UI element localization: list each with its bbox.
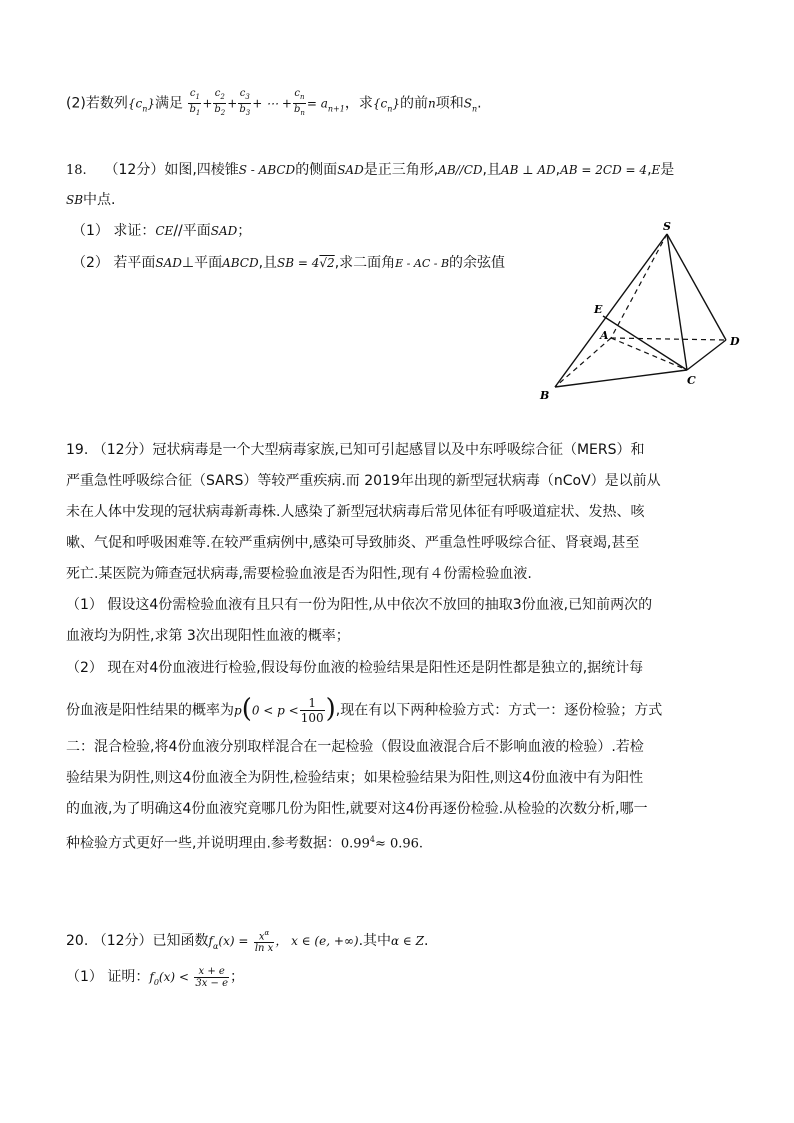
fraction-c1-b1: $\frac{c_1}{b_1}$ [189, 88, 201, 117]
edge-AB [555, 338, 611, 387]
q19-line13: 种检验方式更好一些,并说明理由.参考数据：$0.99^4\approx 0.96$. [66, 835, 424, 852]
edge-CD [687, 340, 726, 370]
edge-AC [611, 338, 687, 370]
q19-line2: 严重急性呼吸综合征（SARS）等较严重疾病.而 2019年出现的新型冠状病毒（nCoV）是以前从 [66, 473, 661, 489]
edge-SB [555, 234, 667, 387]
edge-SD [667, 234, 726, 340]
label-E: E [594, 303, 603, 316]
q18-line1: 18. （12分）如图,四棱锥S - ABCD的侧面SAD是正三角形,AB//CD,且AB ⊥ AD,AB = 2CD = 4,E是 [66, 162, 675, 178]
q18-line2: SB中点. [66, 192, 116, 208]
pyramid-figure [530, 220, 760, 405]
q19-line12: 的血液,为了明确这4份血液究竟哪几份为阳性,就要对这4份再逐份检验.从检验的次数分析,哪一 [66, 801, 648, 817]
label-D: D [730, 335, 740, 348]
fraction-x-alpha-over-lnx: $\frac{x^\alpha}{\text{ln x}}$ [254, 929, 274, 955]
q19-line4: 嗽、气促和呼吸困难等.在较严重病例中,感染可导致肺炎、严重急性呼吸综合征、肾衰竭,甚至 [66, 535, 640, 551]
q19-line7: 血液均为阴性,求第 3次出现阳性血液的概率； [66, 628, 350, 644]
fraction-one-hundredth: $\frac{1}{100}$ [300, 696, 324, 725]
label-S: S [663, 220, 671, 233]
label-A: A [600, 329, 609, 342]
q20-part1: （1） 证明：$f_0(x)$ < $\frac{x + e}{3x - e}$ ； [66, 965, 245, 989]
edge-BC [555, 370, 687, 387]
edge-EC [603, 316, 687, 370]
q19-line8: （2） 现在对4份血液进行检验,假设每份血液的检验结果是阳性还是阴性都是独立的,据统计每 [66, 660, 644, 676]
q18-part1: （1） 求证：CE//平面SAD； [72, 223, 252, 239]
fraction-c3-b3: $\frac{c_3}{b_3}$ [239, 88, 251, 117]
edge-SC [667, 234, 687, 370]
q18-part2: （2） 若平面SAD⊥平面ABCD,且SB = 4√2,求二面角E - AC - B的余弦值 [72, 255, 506, 271]
q19-line5: 死亡.某医院为筛查冠状病毒,需要检验血液是否为阳性,现有４份需检验血液. [66, 566, 532, 582]
q19-line10: 二：混合检验,将4份血液分别取样混合在一起检验（假设血液混合后不影响血液的检验）.若检 [66, 739, 644, 755]
label-B: B [540, 389, 550, 402]
q19-line11: 验结果为阴性,则这4份血液全为阴性,检验结束；如果检验结果为阳性,则这4份血液中有为阳性 [66, 770, 644, 786]
q17-part2: (2)若数列$\{c_n\}$满足 $\frac{c_1}{b_1}$ + $\frac{c_2}{b_2}$ + $\frac{c_3}{b_3}$ + ⋯ + $\frac{c_n}{b_n}$ = $a_{n+1}$，求$\{c_n\}$的前n项和$S_n$. [66, 88, 482, 117]
edge-SA [611, 234, 667, 338]
q19-line6: （1） 假设这4份需检验血液有且只有一份为阳性,从中依次不放回的抽取3份血液,已知前两次的 [66, 597, 653, 613]
edge-AD [611, 338, 726, 340]
q20-line1: 20. （12分）已知函数$f_\alpha(x)$ = $\frac{x^\alpha}{\text{ln x}}$ ， x ∈ (e, +∞).其中α ∈ Z. [66, 929, 429, 955]
fraction-xe-over-3xe: $\frac{x + e}{3x - e}$ [195, 965, 229, 989]
q19-line3: 未在人体中发现的冠状病毒新毒株.人感染了新型冠状病毒后常见体征有呼吸道症状、发热、咳 [66, 504, 645, 520]
q19-line9: 份血液是阳性结果的概率为p(0 < p < $\frac{1}{100}$ ),现在有以下两种检验方式：方式一：逐份检验；方式 [66, 693, 663, 725]
label-C: C [687, 374, 696, 387]
q19-line1: 19. （12分）冠状病毒是一个大型病毒家族,已知可引起感冒以及中东呼吸综合征（MERS）和 [66, 442, 645, 458]
fraction-cn-bn: $\frac{c_n}{b_n}$ [293, 88, 305, 117]
fraction-c2-b2: $\frac{c_2}{b_2}$ [214, 88, 226, 117]
